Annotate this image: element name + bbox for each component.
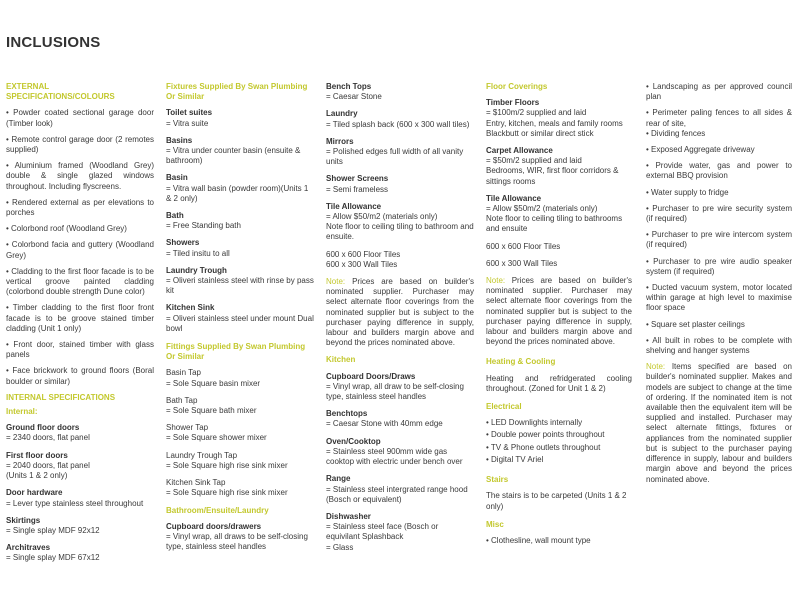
spec-item-title: Architraves: [6, 543, 51, 553]
note-label: Note:: [326, 277, 346, 287]
list-item: • Digital TV Ariel: [486, 454, 544, 464]
list-item: • Ducted vacuum system, motor located within garage at high level to maximise floor space: [646, 283, 792, 313]
spec-item-value: = Sole Square high rise sink mixer: [166, 488, 288, 498]
spec-item: [166, 303, 314, 334]
spec-item: [326, 372, 474, 403]
spec-item-title: Dishwasher: [326, 511, 371, 521]
spec-item-title: Cupboard doors/drawers: [166, 521, 262, 531]
spec-item: [486, 146, 632, 187]
misc-list: [486, 536, 632, 546]
spec-item: [6, 516, 154, 536]
electrical-list: [486, 418, 632, 465]
spec-item-value: = Caesar Stone: [326, 92, 382, 102]
list-item: • Purchaser to pre wire intercom system (if required): [646, 230, 792, 250]
spec-item: [166, 478, 314, 498]
list-item: • Front door, stained timber with glass panels: [6, 340, 154, 360]
spec-item: [326, 82, 474, 102]
heading-heating-cooling: Heating & Cooling: [486, 357, 556, 367]
spec-item: [166, 108, 314, 128]
spec-item-title: Oven/Cooktop: [326, 436, 381, 446]
tile-floor-text: 600 x 600 Floor Tiles: [486, 241, 561, 251]
internal-list: [6, 423, 154, 563]
spec-item-title: Tile Allowance: [486, 193, 542, 203]
heading-bathroom-ensuite-laundry: Bathroom/Ensuite/Laundry: [166, 505, 269, 515]
list-item: • LED Downlights internally: [486, 418, 583, 428]
column-external-internal: [6, 82, 154, 571]
spec-item-value: = Sole Square shower mixer: [166, 433, 267, 443]
spec-item-value: = Stainless steel 900mm wide gas cooktop with electric under bench over: [326, 446, 463, 467]
spec-item-value: = Stainless steel intergrated range hood (Bosch or equivalent): [326, 484, 468, 504]
list-item: • Purchaser to pre wire audio speaker system (if required): [646, 256, 792, 276]
list-item: • Double power points throughout: [486, 430, 605, 440]
spec-item-value: = 2340 doors, flat panel: [6, 433, 90, 443]
tiles-text: 600 x 600 Floor Tiles 600 x 300 Wall Tiles: [326, 249, 401, 269]
note-text: Items specified are based on builder's nominated supplier. Makes and models are subject to change at the time of ordering. If the nominated item is not available then the equivalent item will be supplied and installed. Purchaser may select alternate fittings, fixtures or appliances from the nominated supplier but is subject to the purchaser paying difference in supply, labour and builders margin above and beyond the prices nominated above.: [646, 362, 792, 484]
list-item: • Landscaping as per approved council plan: [646, 82, 792, 102]
list-item: • Water supply to fridge: [646, 187, 729, 197]
spec-item: [486, 98, 632, 139]
note-text: Prices are based on builder's nominated supplier. Purchaser may select alternate floor coverings from the nominated supplier but is subject to the purchaser paying difference in supply, labour and builders margin above and beyond the prices nominated above.: [326, 277, 474, 348]
spec-item: [166, 451, 314, 471]
spec-item-value: = Tiled splash back (600 x 300 wall tiles): [326, 119, 470, 129]
spec-item: [326, 409, 474, 429]
list-item: • Face brickwork to ground floors (Boral boulder or similar): [6, 366, 154, 386]
benchtop-list: [326, 82, 474, 243]
spec-item-title: Laundry: [326, 109, 358, 119]
spec-item-value: = Free Standing bath: [166, 221, 241, 231]
spec-item: [166, 211, 314, 231]
spec-item-title: Kitchen Sink Tap: [166, 478, 226, 488]
spec-item-title: Basin Tap: [166, 368, 201, 378]
column-landscaping-extras: [646, 82, 792, 492]
heading-external-specifications: EXTERNAL SPECIFICATIONS/COLOURS: [6, 82, 115, 102]
spec-item-title: Bench Tops: [326, 82, 372, 91]
heading-electrical: Electrical: [486, 402, 522, 412]
list-item: • Perimeter paling fences to all sides & rear of site, • Dividing fences: [646, 108, 792, 138]
spec-item-value: = Stainless steel face (Bosch or equivilant Splashback = Glass: [326, 522, 439, 552]
spec-item-value: = Sole Square basin mixer: [166, 378, 261, 388]
column-floor-electrical: [486, 82, 632, 552]
spec-item-title: Laundry Trough Tap: [166, 450, 238, 460]
stairs-text: The stairs is to be carpeted (Units 1 & 2 only): [486, 491, 627, 511]
spec-item: [6, 488, 154, 508]
spec-item-value: = Sole Square bath mixer: [166, 406, 257, 416]
spec-item-value: = Allow $50m/2 (materials only) Note floor to ceiling tiling to bathrooms and ensuite: [486, 204, 623, 234]
spec-item: [166, 396, 314, 416]
list-item: • Exposed Aggregate driveway: [646, 145, 755, 155]
fittings-list: [166, 368, 314, 498]
page-title: INCLUSIONS: [6, 34, 101, 51]
heading-floor-coverings: Floor Coverings: [486, 82, 548, 91]
note-paragraph: [646, 362, 792, 484]
list-item: • Provide water, gas and power to external BBQ provision: [646, 161, 792, 181]
heading-internal: Internal:: [6, 407, 38, 417]
spec-item-title: Basins: [166, 135, 193, 145]
list-item: • All built in robes to be complete with shelving and hanger systems: [646, 335, 792, 356]
spec-item-title: Kitchen Sink: [166, 303, 215, 313]
spec-item-value: = Vitra suite: [166, 118, 209, 128]
spec-item-value: = Tiled insitu to all: [166, 248, 230, 258]
spec-item-value: = Single splay MDF 67x12: [6, 553, 100, 563]
spec-item: [326, 512, 474, 553]
spec-item-value: = Oliveri stainless steel under mount Dual bowl: [166, 313, 314, 333]
spec-item-title: Bath Tap: [166, 395, 198, 405]
spec-item-title: Showers: [166, 238, 200, 248]
note-text: Prices are based on builder's nominated supplier. Purchaser may select alternate floor coverings from the nominated supplier but is subject to the purchaser paying difference in supply, labour and builders margin above and beyond the prices nominated above.: [486, 276, 632, 347]
spec-item: [166, 136, 314, 167]
external-list: [6, 108, 154, 386]
list-item: • Rendered external as per elevations to porches: [6, 197, 154, 218]
list-item: • Powder coated sectional garage door (Timber look): [6, 108, 154, 128]
spec-item-title: Door hardware: [6, 488, 63, 498]
spec-item: [166, 423, 314, 443]
list-item: • Cladding to the first floor facade is to be vertical groove painted cladding (colorbond double strength Dune color): [6, 266, 154, 297]
spec-item-value: = Semi frameless: [326, 184, 389, 194]
spec-item: [326, 474, 474, 505]
column-fixtures-fittings: [166, 82, 314, 559]
spec-item-value: = Lever type stainless steel throughout: [6, 498, 144, 508]
spec-item: [486, 194, 632, 235]
spec-item: [6, 543, 154, 563]
spec-item-value: = $100m/2 supplied and laid Entry, kitchen, meals and family rooms Blackbutt or similar direct stick: [486, 108, 623, 138]
spec-item-title: Mirrors: [326, 136, 354, 146]
heading-internal-specifications: INTERNAL SPECIFICATIONS: [6, 392, 116, 402]
spec-item: [326, 437, 474, 468]
spec-item-value: = Vitra wall basin (powder room)(Units 1 & 2 only): [166, 183, 309, 203]
spec-item: [326, 109, 474, 129]
spec-item-title: Carpet Allowance: [486, 146, 553, 156]
spec-item: [6, 451, 154, 482]
spec-item: [166, 522, 314, 553]
spec-item-value: = Single splay MDF 92x12: [6, 525, 100, 535]
list-item: • Purchaser to pre wire security system (if required): [646, 203, 792, 224]
note-label: Note:: [486, 276, 506, 286]
spec-item-title: Toilet suites: [166, 108, 213, 118]
list-item: • Timber cladding to the first floor front facade is to be groove stained timber cladding (Unit 1 only): [6, 303, 154, 333]
spec-item-title: Shower Tap: [166, 423, 209, 433]
spec-item-value: = Caesar Stone with 40mm edge: [326, 419, 443, 429]
spec-item-value: = Vinyl wrap, all draw to be self-closing type, stainless steel handles: [326, 381, 464, 402]
spec-item: [166, 266, 314, 297]
heading-fittings: Fittings Supplied By Swan Plumbing Or Similar: [166, 342, 306, 362]
spec-item-value: = Vinyl wrap, all draws to be self-closing type, stainless steel handles: [166, 531, 308, 552]
extras-list: [646, 82, 792, 356]
fixtures-list: [166, 108, 314, 334]
list-item: • Colorbond roof (Woodland Grey): [6, 224, 127, 234]
tile-wall-text: 600 x 300 Wall Tiles: [486, 258, 558, 268]
spec-item-value: = Vitra under counter basin (ensuite & bathroom): [166, 146, 301, 166]
spec-item: [326, 174, 474, 194]
spec-item: [326, 202, 474, 243]
spec-item-title: Tile Allowance: [326, 201, 382, 211]
spec-item-title: First floor doors: [6, 450, 68, 460]
spec-item-value: = 2040 doors, flat panel (Units 1 & 2 only): [6, 460, 90, 481]
spec-item-title: Timber Floors: [486, 98, 540, 108]
spec-item-title: Benchtops: [326, 409, 368, 419]
spec-item-title: Skirtings: [6, 515, 41, 525]
spec-item-title: Cupboard Doors/Draws: [326, 371, 416, 381]
heating-text: Heating and refridgerated cooling throughout. (Zoned for Unit 1 & 2): [486, 373, 632, 393]
spec-item-title: Range: [326, 474, 351, 484]
spec-item: [166, 368, 314, 388]
spec-item-title: Laundry Trough: [166, 265, 227, 275]
list-item: • Square set plaster ceilings: [646, 319, 745, 329]
spec-item: [6, 423, 154, 443]
heading-fixtures: Fixtures Supplied By Swan Plumbing Or Similar: [166, 82, 308, 102]
note-paragraph: [486, 276, 632, 347]
heading-stairs: Stairs: [486, 475, 509, 485]
kitchen-list: [326, 372, 474, 553]
note-label: Note:: [646, 362, 666, 372]
list-item: • Colorbond facia and guttery (Woodland Grey): [6, 240, 154, 260]
spec-item-title: Bath: [166, 211, 184, 221]
spec-item: [166, 173, 314, 204]
spec-item-value: = Oliveri stainless steel with rinse by pass kit: [166, 276, 314, 296]
list-item: • Clothesline, wall mount type: [486, 535, 591, 545]
note-paragraph: [326, 277, 474, 348]
spec-item: [166, 238, 314, 258]
spec-item: [326, 137, 474, 168]
spec-item-value: = Sole Square high rise sink mixer: [166, 460, 288, 470]
list-item: • Remote control garage door (2 remotes supplied): [6, 134, 154, 155]
spec-item-value: = Polished edges full width of all vanity units: [326, 147, 464, 167]
heading-kitchen: Kitchen: [326, 355, 356, 365]
spec-item-value: = Allow $50/m2 (materials only) Note floor to ceiling tiling to bathroom and ensuite.: [326, 212, 474, 242]
spec-item-title: Basin: [166, 173, 188, 183]
heading-misc: Misc: [486, 519, 504, 529]
list-item: • Aluminium framed (Woodland Grey) double & single glazed windows throughout. Including flyscreens.: [6, 161, 154, 191]
bathroom-list: [166, 522, 314, 553]
spec-item-value: = $50m/2 supplied and laid Bedrooms, WIR, first floor corridors & sittings rooms: [486, 156, 619, 186]
spec-item-title: Ground floor doors: [6, 423, 80, 433]
floor-list: [486, 98, 632, 234]
list-item: • TV & Phone outlets throughout: [486, 442, 601, 452]
spec-item-title: Shower Screens: [326, 174, 389, 184]
column-benchtops-kitchen: [326, 82, 474, 560]
